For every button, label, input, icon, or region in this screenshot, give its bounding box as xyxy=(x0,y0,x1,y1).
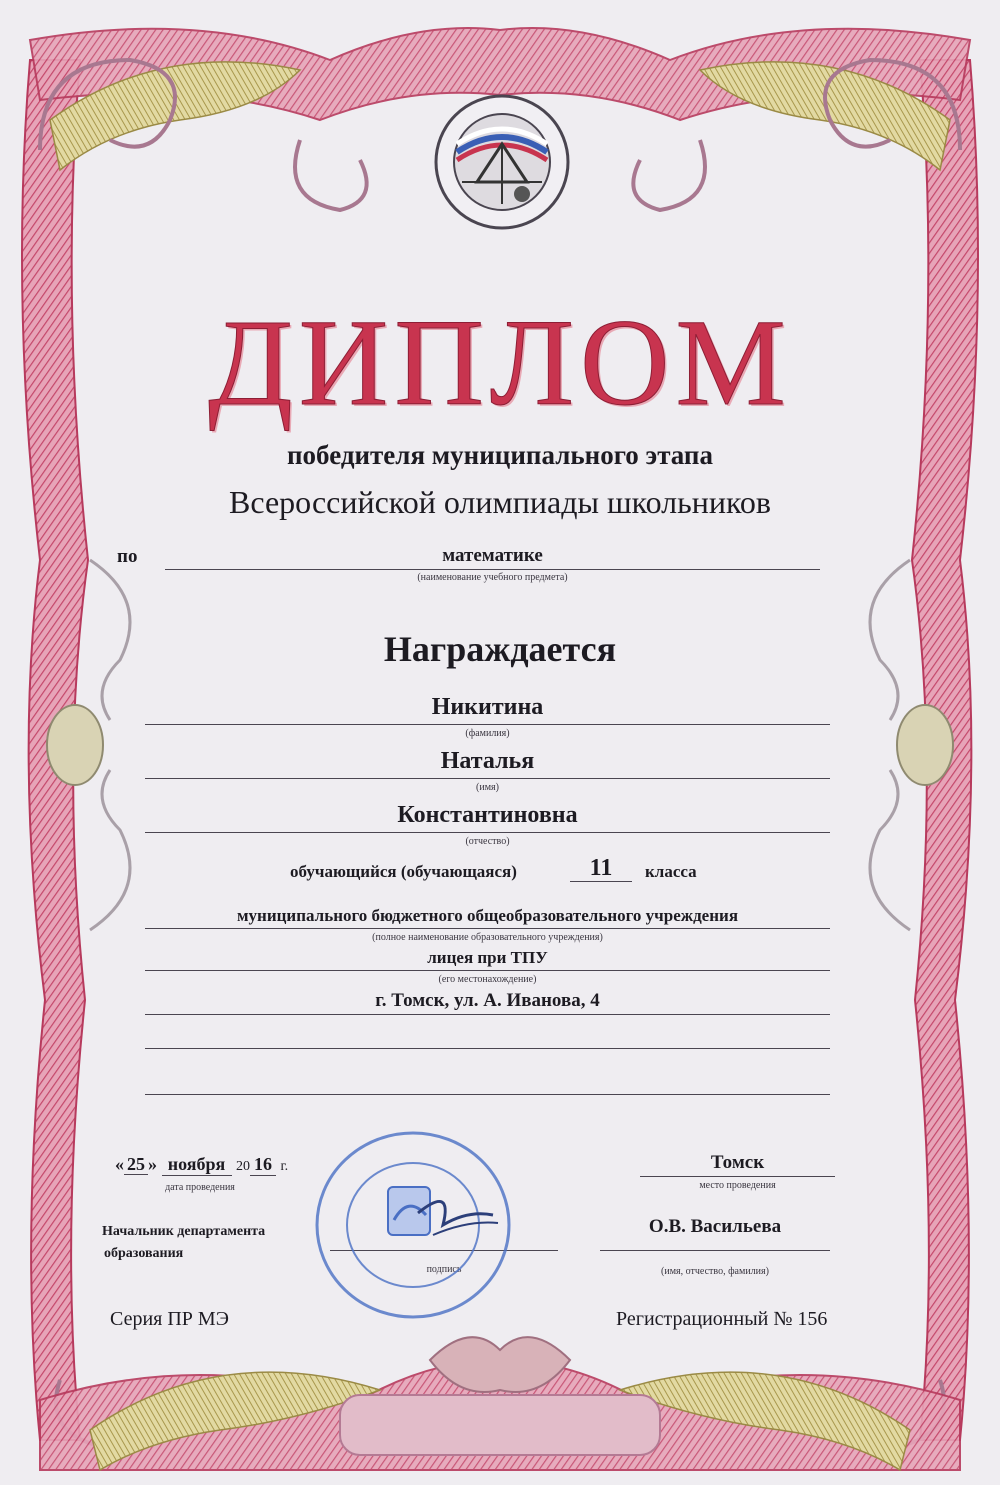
registration-number: Регистрационный № 156 xyxy=(616,1308,828,1330)
diploma-title: ДИПЛОМ xyxy=(208,294,792,431)
head-title-line-2: образования xyxy=(104,1246,184,1261)
subject-hint: (наименование учебного предмета) xyxy=(417,572,568,583)
institution-name-value: лицея при ТПУ xyxy=(145,948,830,971)
patronymic-value: Константиновна xyxy=(145,802,830,833)
name-hint: (имя) xyxy=(476,782,499,793)
name-value: Наталья xyxy=(145,748,830,779)
grade-suffix: класса xyxy=(645,862,697,881)
place-hint: место проведения xyxy=(699,1180,776,1191)
date-open-quote: « xyxy=(115,1154,124,1174)
grade-value: 11 xyxy=(570,855,632,882)
date-group xyxy=(115,1154,288,1176)
surname-value: Никитина xyxy=(145,694,830,725)
series-text: Серия ПР МЭ xyxy=(110,1308,229,1330)
olympiad-emblem xyxy=(422,82,582,242)
blank-line-2 xyxy=(145,1072,830,1095)
signature-hint: подпись xyxy=(426,1264,462,1275)
official-stamp xyxy=(308,1125,518,1325)
date-year-prefix: 20 xyxy=(236,1159,250,1174)
surname-hint: (фамилия) xyxy=(465,728,510,739)
date-year-letter: г. xyxy=(280,1159,289,1174)
institution-value: муниципального бюджетного общеобразовательного учреждения xyxy=(145,906,830,929)
patronymic-hint: (отчество) xyxy=(465,836,510,847)
location-hint: (его местонахождение) xyxy=(438,974,537,985)
date-hint: дата проведения xyxy=(165,1182,235,1193)
awarded-heading: Награждается xyxy=(383,629,617,669)
signer-hint: (имя, отчество, фамилия) xyxy=(661,1266,769,1277)
student-prefix: обучающийся (обучающаяся) xyxy=(290,862,517,881)
date-month: ноября xyxy=(162,1154,232,1176)
blank-line-1 xyxy=(145,1026,830,1049)
head-title-line-1: Начальник департамента xyxy=(102,1224,266,1239)
subject-value: математике xyxy=(165,545,820,570)
place-value: Томск xyxy=(640,1152,835,1177)
signer-name: О.В. Васильева xyxy=(600,1216,830,1251)
subtitle-line-2: Всероссийской олимпиады школьников xyxy=(229,484,771,520)
subject-prefix: по xyxy=(117,546,138,567)
institution-hint: (полное наименование образовательного учреждения) xyxy=(372,932,603,943)
address-value: г. Томск, ул. А. Иванова, 4 xyxy=(145,990,830,1015)
date-day: 25 xyxy=(124,1154,148,1175)
date-year-suffix: 16 xyxy=(250,1154,276,1176)
subtitle-line-1: победителя муниципального этапа xyxy=(287,440,713,470)
date-close-quote: » xyxy=(148,1154,157,1174)
